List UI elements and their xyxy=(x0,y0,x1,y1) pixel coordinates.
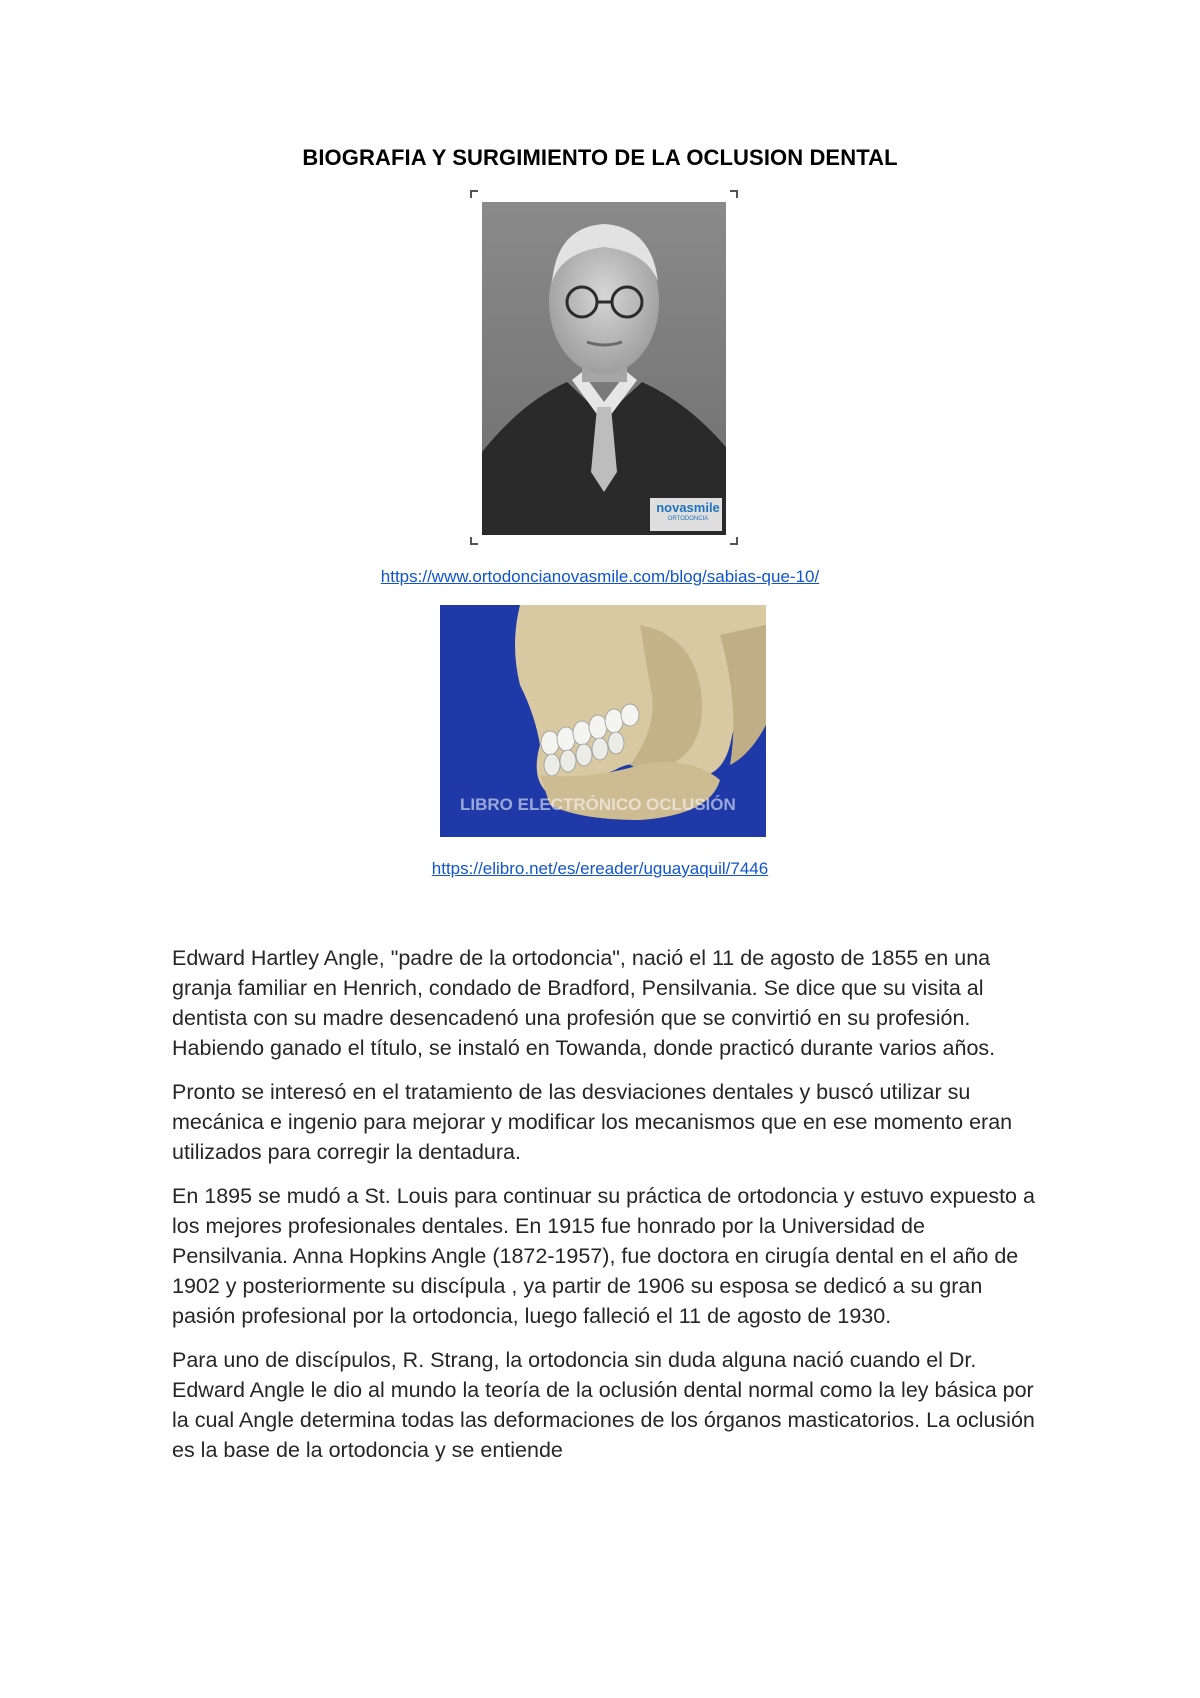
image-corner-handle xyxy=(730,537,738,545)
photo-watermark: LIBRO ELECTRÓNICO OCLUSIÓN xyxy=(460,795,736,814)
paragraph: Edward Hartley Angle, "padre de la ortodoncia", nació el 11 de agosto de 1855 en una granja familiar en Henrich, condado de Bradford, Pensilvania. Se dice que su visita al dentista con su madre desencadenó una profesión que se convirtió en su profesión. Habiendo ganado el título, se instaló en Towanda, donde practicó durante varios años. xyxy=(172,946,996,1060)
paragraph: En 1895 se mudó a St. Louis para continuar su práctica de ortodoncia y estuvo expuesto a los mejores profesionales dentales. En 1915 fue honrado por la Universidad de Pensilvania. Anna Hopkins Angle (1872-1957), fue doctora en cirugía dental en el año de 1902 y posteriormente su discípula , ya partir de 1906 su esposa se dedicó a su gran pasión profesional por la ortodoncia, luego falleció el 11 de agosto de 1930. xyxy=(172,1184,1035,1328)
paragraph: Pronto se interesó en el tratamiento de las desviaciones dentales y buscó utilizar su mecánica e ingenio para mejorar y modificar los mecanismos que en ese momento eran utilizados para corregir la dentadura. xyxy=(172,1080,1013,1164)
image-corner-handle xyxy=(470,190,478,198)
source-link-novasmile[interactable]: https://www.ortodoncianovasmile.com/blog/sabias-que-10/ xyxy=(380,567,820,586)
page-title: BIOGRAFIA Y SURGIMIENTO DE LA OCLUSION DENTAL xyxy=(302,145,898,170)
portrait-figure xyxy=(470,190,738,545)
novasmile-logo: novasmile xyxy=(656,500,720,515)
portrait-photo xyxy=(482,202,726,535)
image-corner-handle xyxy=(470,537,478,545)
novasmile-logo-subtitle: ORTODONCIA xyxy=(667,516,709,522)
document-body xyxy=(172,943,1042,1479)
skull-occlusion-photo xyxy=(440,605,766,837)
image-corner-handle xyxy=(730,190,738,198)
source-link-elibro[interactable]: https://elibro.net/es/ereader/uguayaquil/7446 xyxy=(431,859,769,878)
paragraph: Para uno de discípulos, R. Strang, la ortodoncia sin duda alguna nació cuando el Dr. Edward Angle le dio al mundo la teoría de la oclusión dental normal como la ley básica por la cual Angle determina todas las deformaciones de los órganos masticatorios. La oclusión es la base de la ortodoncia y se entiende xyxy=(172,1348,1035,1462)
